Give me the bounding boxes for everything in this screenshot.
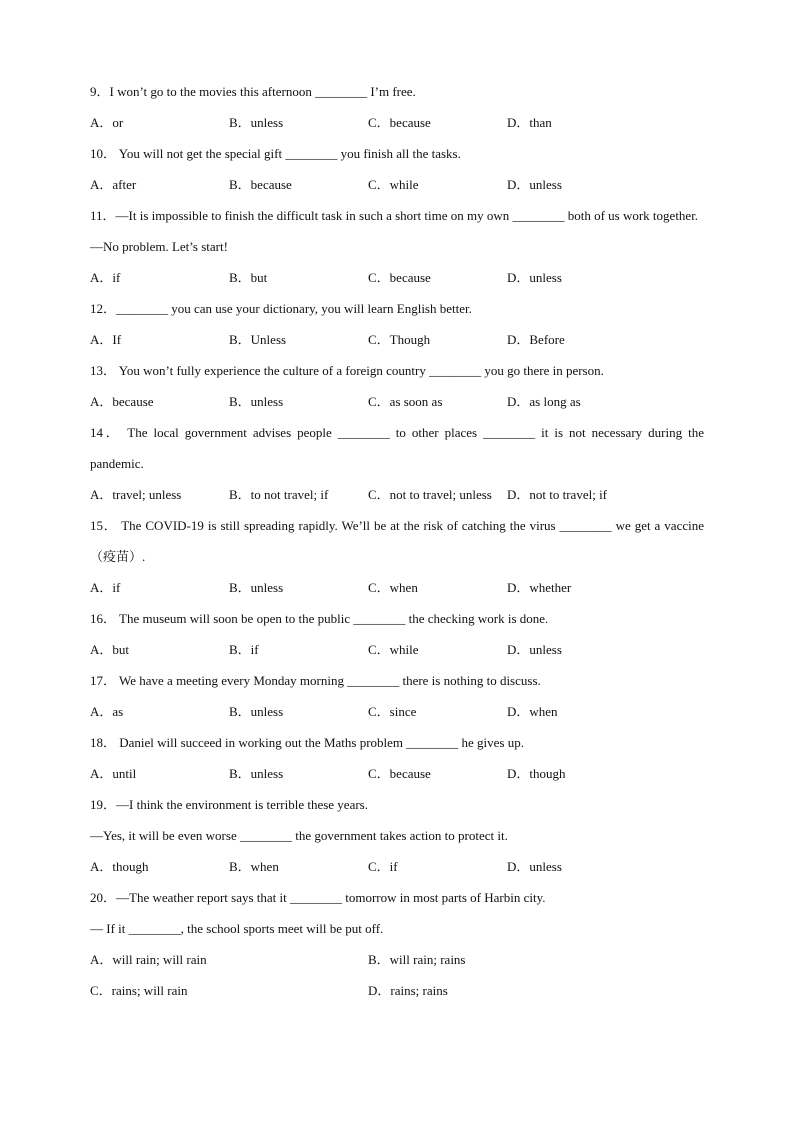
option-c: C．when [368,580,418,595]
option-d: D．not to travel; if [507,487,608,502]
option-c: C．if [368,859,398,874]
option-row [90,107,704,138]
option-a: A．or [90,115,124,130]
question-page [90,76,704,1006]
option-b: B．Unless [229,332,287,347]
question-stem: 15． The COVID-19 is still spreading rapidly. We’ll be at the risk of catching the virus ________ we get a vaccine（疫苗）. [90,518,704,564]
question-stem: 14． The local government advises people ________ to other places ________ it is not necessary during the pandemic. [90,425,704,471]
option-a: A．because [90,394,154,409]
option-d: D．unless [507,642,562,657]
question-stem: 19．—I think the environment is terrible these years. [90,797,368,812]
question-stem: 20．—The weather report says that it ________ tomorrow in most parts of Harbin city. [90,890,546,905]
option-b: B．will rain; rains [368,952,466,967]
option-row [90,634,704,665]
option-c: C．because [368,270,431,285]
option-row [90,944,704,975]
option-c: C．as soon as [368,394,443,409]
option-a: A．If [90,332,122,347]
option-row [90,169,704,200]
question-stem: 11．—It is impossible to finish the difficult task in such a short time on my own ________ both of us work together. [90,208,699,223]
option-c: C．while [368,642,419,657]
option-a: A．travel; unless [90,487,182,502]
option-c: C．rains; will rain [90,983,188,998]
question-stem: 13． You won’t fully experience the culture of a foreign country ________ you go there in person. [90,363,604,378]
option-row [90,975,704,1006]
option-a: A．if [90,580,121,595]
option-c: C．because [368,766,431,781]
option-c: C．because [368,115,431,130]
option-c: C．since [368,704,417,719]
question-dialogue-line: —Yes, it will be even worse ________ the government takes action to protect it. [90,828,508,843]
option-row [90,324,704,355]
option-d: D．whether [507,580,572,595]
option-b: B．unless [229,704,284,719]
option-d: D．when [507,704,558,719]
option-b: B．unless [229,115,284,130]
option-c: C．while [368,177,419,192]
option-row [90,386,704,417]
option-b: B．unless [229,394,284,409]
option-d: D．Before [507,332,565,347]
option-row [90,851,704,882]
option-b: B．because [229,177,292,192]
option-row [90,696,704,727]
option-a: A．will rain; will rain [90,952,207,967]
option-b: B．when [229,859,279,874]
option-b: B．but [229,270,268,285]
option-d: D．unless [507,177,562,192]
option-b: B．unless [229,766,284,781]
option-b: B．if [229,642,259,657]
option-row [90,758,704,789]
question-stem: 10． You will not get the special gift ________ you finish all the tasks. [90,146,461,161]
option-d: D．as long as [507,394,581,409]
option-a: A．though [90,859,149,874]
option-a: A．but [90,642,130,657]
option-a: A．after [90,177,137,192]
option-c: C．Though [368,332,431,347]
question-stem: 17． We have a meeting every Monday morning ________ there is nothing to discuss. [90,673,541,688]
option-d: D．unless [507,859,562,874]
option-a: A．as [90,704,124,719]
question-dialogue-line: —No problem. Let’s start! [90,239,228,254]
option-c: C．not to travel; unless [368,487,492,502]
question-stem: 18． Daniel will succeed in working out the Maths problem ________ he gives up. [90,735,524,750]
option-b: B．unless [229,580,284,595]
question-stem: 16． The museum will soon be open to the public ________ the checking work is done. [90,611,549,626]
option-row [90,479,704,510]
question-dialogue-line: — If it ________, the school sports meet will be put off. [90,921,384,936]
option-a: A．until [90,766,137,781]
question-stem: 9．I won’t go to the movies this afternoon ________ I’m free. [90,84,416,99]
option-b: B．to not travel; if [229,487,329,502]
option-row [90,572,704,603]
question-stem: 12．________ you can use your dictionary, you will learn English better. [90,301,472,316]
option-row [90,262,704,293]
option-d: D．though [507,766,566,781]
option-a: A．if [90,270,121,285]
option-d: D．than [507,115,552,130]
option-d: D．unless [507,270,562,285]
option-d: D．rains; rains [368,983,448,998]
